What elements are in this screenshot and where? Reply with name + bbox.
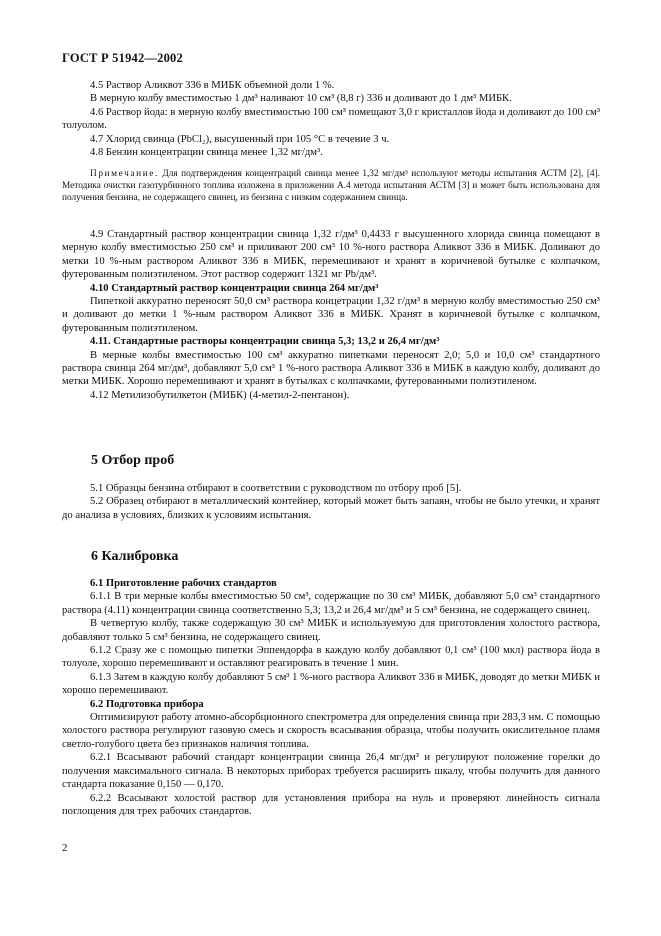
- section-6-title: 6 Калибровка: [91, 549, 179, 564]
- heading-4-11: 4.11. Стандартные растворы концентрации свинца 5,3; 13,2 и 26,4 мг/дм³: [90, 336, 440, 348]
- para-4-11: В мерные колбы вместимостью 100 см³ аккуратно пипетками переносят 2,0; 5,0 и 10,0 см³ стандартного раствора свинца 264 мг/дм³, добавляют 5,0 см³ 1 %-ного раствора Аликвот 336 в МИБК в каждую колбу, доливают до метки МИБК. Хорошо перемешивают и хранят в бутылках с колпачками, футерованными полиэтиленом.: [62, 349, 600, 388]
- page-number: 2: [62, 842, 68, 854]
- para-4-10: Пипеткой аккуратно переносят 50,0 см³ раствора концетрации 1,32 г/дм³ в мерную колбу вместимостью 250 см³ и доливают до метки 1 %-ным раствором Аликвот 336 в МИБК. Хранят в коричневой бутылке с колпачком, футерованным полиэтиленом.: [62, 296, 600, 334]
- reagents-block-2: [62, 228, 600, 402]
- para-4-8: 4.8 Бензин концентрации свинца менее 1,32 мг/дм³.: [90, 147, 323, 159]
- document-header: ГОСТ Р 51942—2002: [62, 51, 183, 65]
- para-6-1-3: 6.1.3 Затем в каждую колбу добавляют 5 см³ 1 %-ного раствора Аликвот 336 в МИБК, доводят до метки МИБК и хорошо перемешивают.: [62, 671, 601, 697]
- para-6-2-1: 6.2.1 Всасывают рабочий стандарт концентрации свинца 26,4 мг/дм³ и регулируют положение горелки до получения максимального сигнала. В некоторых приборах требуется расширить шкалу, чтобы получить для данного стандарта показание 0,150 — 0,170.: [62, 752, 600, 791]
- para-4-5-text: В мерную колбу вместимостью 1 дм³ наливают 10 см³ (8,8 г) 336 и доливают до 1 дм³ МИБК.: [90, 93, 512, 105]
- para-4-7: 4.7 Хлорид свинца (PbCl₂), высушенный при 105 °C в течение 3 ч.: [90, 133, 390, 145]
- para-6-1-1b: В четвертую колбу, также содержащую 30 см³ МИБК и используемую для приготовления холостого раствора, добавляют только 5 см³ бензина, не содержащего свинец.: [62, 618, 600, 643]
- para-6-2-2: 6.2.2 Всасывают холостой раствор для установления прибора на нуль и проверяют линейность сигнала поглощения для трех рабочих стандартов.: [62, 792, 600, 817]
- note-text: Для подтверждения концентраций свинца менее 1,32 мг/дм³ используют методы испытания АСТМ [2], [4]. Методика очистки газотурбинного топлива изложена в приложении А.4 метода испытания АСТМ [3] и может быть использована для получения бензина, не содержащего свинец, из бензина с низким содержанием свинца.: [62, 169, 600, 203]
- para-5-1: 5.1 Образцы бензина отбирают в соответствии с руководством по отбору проб [5].: [90, 483, 462, 494]
- reagents-block-1: [62, 79, 600, 159]
- para-5-2: 5.2 Образец отбирают в металлический контейнер, который может быть запаян, чтобы не было утечки, и хранят до анализа в условиях, близких к условиям испытания.: [62, 496, 600, 521]
- note-block: [62, 168, 600, 204]
- para-4-12: 4.12 Метилизобутилкетон (МИБК) (4-метил-2-пентанон).: [90, 389, 350, 401]
- para-4-5: 4.5 Раствор Аликвот 336 в МИБК объемной доли 1 %.: [90, 80, 335, 91]
- heading-6-2: 6.2 Подготовка прибора: [90, 698, 204, 710]
- section-6-body: [62, 577, 600, 818]
- para-4-6: 4.6 Раствор йода: в мерную колбу вместимостью 100 см³ помещают 3,0 г кристаллов йода и доливают до 100 см³ толуолом.: [62, 106, 600, 132]
- para-6-1-1: 6.1.1 В три мерные колбы вместимостью 50 см³, содержащие по 30 см³ МИБК, добавляют 5,0 см³ стандартного раствора (4.11) концентрации свинца соответственно 5,3; 13,2 и 26,4 мг/дм³ и 5 см³ бензина, не содержащего свинец.: [62, 591, 600, 616]
- para-6-2: Оптимизируют работу атомно-абсорбционного спектрометра для определения свинца при 283,3 нм. С помощью холостого раствора регулируют газовую смесь и скорость всасывания образца, чтобы получить окислительное пламя светло-голубого цвета без признаков наличия топлива.: [62, 712, 600, 750]
- note-label: Примечание.: [90, 169, 159, 179]
- para-6-1-2: 6.1.2 Сразу же с помощью пипетки Эппендорфа в каждую колбу добавляют 0,1 см³ (100 мкл) раствора йода в толуоле, хорошо перемешивают и оставляют реагировать в течение 1 мин.: [62, 645, 600, 670]
- heading-6-1: 6.1 Приготовление рабочих стандартов: [90, 578, 277, 589]
- para-4-9: 4.9 Стандартный раствор концентрации свинца 1,32 г/дм³ 0,4433 г высушенного хлорида свинца помещают в мерную колбу вместимостью 250 см³ и приливают 200 см³ 10 %-ного раствора Аликвот 336 в МИБК. Доливают до метки 10 %-ным раствором Аликвот 336 в МИБК, перемешивают и хранят в коричневой бутылке с колпачком, футерованным полиэтиленом. Этот раствор содержит 1321 мг Pb/дм³.: [62, 229, 600, 281]
- section-5-body: [62, 482, 600, 522]
- heading-4-10: 4.10 Стандартный раствор концентрации свинца 264 мг/дм³: [90, 282, 379, 294]
- section-5-title: 5 Отбор проб: [91, 453, 175, 468]
